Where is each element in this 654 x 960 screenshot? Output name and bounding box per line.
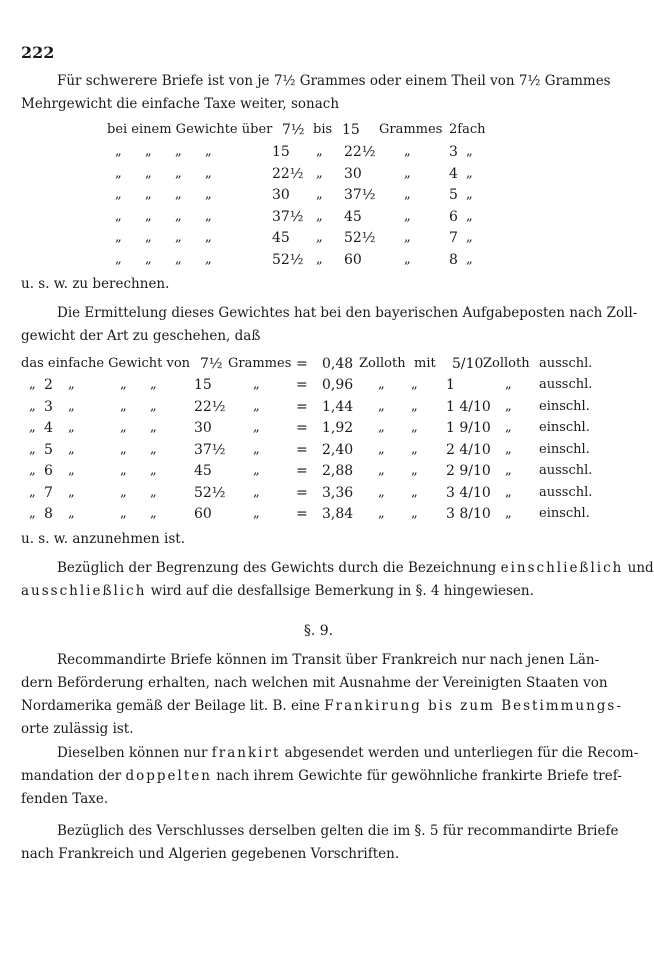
ditto-mark: „ <box>175 165 182 181</box>
intro-line-1: Für schwerere Briefe ist von je 7½ Grammes oder einem Theil von 7½ Grammes <box>57 73 611 89</box>
ditto-mark: „ <box>411 463 418 478</box>
determination-paragraph <box>21 302 638 348</box>
ditto-mark: „ <box>145 144 152 159</box>
table1-header-bis: bis <box>313 122 333 137</box>
row-multiple: 8 <box>44 506 53 522</box>
row-to-weight: 45 <box>344 208 362 225</box>
ditto-mark: „ <box>505 484 512 500</box>
ditto-mark: „ <box>205 251 212 267</box>
recommandirte-line-3 <box>21 695 623 718</box>
ditto-mark: „ <box>115 144 122 159</box>
ditto-mark: „ <box>316 187 323 202</box>
table1-footer <box>21 273 607 296</box>
table1-footer-text: u. s. w. zu berechnen. <box>21 276 170 292</box>
row-inclusion-kind: einschl. <box>539 441 590 457</box>
ditto-mark: „ <box>115 208 122 224</box>
row-mit-value: 3 8/10 <box>446 506 491 522</box>
determination-line-2: gewicht der Art zu geschehen, daß <box>21 328 261 344</box>
row-grammes: 22½ <box>194 398 226 415</box>
row-zolloth: 3,36 <box>322 484 354 501</box>
ditto-mark: „ <box>253 463 260 478</box>
frankirt-emph: frankirt <box>211 745 281 761</box>
ditto-mark: „ <box>115 230 122 245</box>
row-equals: = <box>296 377 308 393</box>
ditto-mark: „ <box>120 420 127 435</box>
table2-header-mit: mit <box>414 356 436 371</box>
ditto-mark: „ <box>205 144 212 159</box>
ditto-mark: „ <box>68 506 75 521</box>
recommandirte-emph-frankirung: Frankirung bis zum Bestimmungs- <box>324 698 623 714</box>
ditto-mark: „ <box>378 420 385 435</box>
table1-header-label: bei einem Gewichte über <box>107 122 273 137</box>
row-mit-value: 1 <box>446 377 455 393</box>
ditto-mark: „ <box>29 398 36 414</box>
row-equals: = <box>296 398 308 415</box>
limit-paragraph <box>21 557 654 603</box>
table1-header-to: 15 <box>342 122 360 138</box>
ditto-mark: „ <box>411 420 418 435</box>
ditto-mark: „ <box>253 398 260 414</box>
row-mit-value: 1 9/10 <box>446 420 491 436</box>
ditto-mark: „ <box>505 441 512 457</box>
ditto-mark: „ <box>68 377 75 392</box>
table1-header-fold: 2fach <box>449 122 486 137</box>
ditto-mark: „ <box>115 165 122 181</box>
ditto-mark: „ <box>29 441 36 457</box>
row-zolloth: 2,40 <box>322 441 354 458</box>
row-from-weight: 22½ <box>272 165 304 182</box>
table2-header-grammes: 7½ <box>200 356 223 372</box>
ditto-mark: „ <box>253 377 260 392</box>
ditto-mark: „ <box>120 398 127 414</box>
ditto-mark: „ <box>115 251 122 267</box>
row-mit-value: 1 4/10 <box>446 398 491 415</box>
frankirt-line-1-a: Dieselben können nur <box>57 745 208 761</box>
table2-footer-text: u. s. w. anzunehmen ist. <box>21 531 185 547</box>
row-from-weight: 30 <box>272 187 290 203</box>
ditto-mark: „ <box>378 484 385 500</box>
row-fold-value: 5 <box>449 187 458 203</box>
frankirt-line-2-a: mandation der <box>21 768 122 784</box>
ditto-mark: „ <box>378 441 385 457</box>
ditto-mark: „ <box>115 187 122 202</box>
table2-footer <box>21 528 607 551</box>
ditto-mark: „ <box>316 144 323 159</box>
row-multiple: 6 <box>44 463 53 479</box>
table1-header-from: 7½ <box>282 122 305 138</box>
ditto-mark: „ <box>68 463 75 478</box>
ditto-mark: „ <box>505 377 512 392</box>
weight-fold-table <box>0 122 637 272</box>
row-from-weight: 52½ <box>272 251 304 268</box>
recommandirte-line-1: Recommandirte Briefe können im Transit über Frankreich nur nach jenen Län- <box>57 652 600 668</box>
ditto-mark: „ <box>145 208 152 224</box>
limit-line-1 <box>21 557 654 580</box>
ditto-mark: „ <box>411 377 418 392</box>
row-zolloth: 2,88 <box>322 463 354 479</box>
ditto-mark: „ <box>505 420 512 435</box>
recommandirte-line-2: dern Beförderung erhalten, nach welchen mit Ausnahme der Vereinigten Staaten von <box>21 675 608 691</box>
verschluss-line-1: Bezüglich des Verschlusses derselben gelten die im §. 5 für recommandirte Briefe <box>57 823 619 839</box>
ditto-mark: „ <box>404 230 411 245</box>
row-fold-value: 8 <box>449 251 458 268</box>
intro-line-2: Mehrgewicht die einfache Taxe weiter, sonach <box>21 96 340 112</box>
ditto-mark: „ <box>316 208 323 224</box>
ditto-mark: „ <box>150 441 157 457</box>
table2-header-zoll: 0,48 <box>322 356 354 372</box>
ditto-mark: „ <box>29 484 36 500</box>
row-inclusion-kind: einschl. <box>539 398 590 414</box>
ditto-mark: „ <box>205 208 212 224</box>
row-inclusion-kind: einschl. <box>539 506 590 521</box>
ditto-mark: „ <box>68 420 75 435</box>
ditto-mark: „ <box>404 165 411 181</box>
row-inclusion-kind: ausschl. <box>539 484 593 500</box>
verschluss-paragraph <box>21 820 619 866</box>
ditto-mark: „ <box>505 463 512 478</box>
ditto-mark: „ <box>466 144 473 159</box>
limit-emph-einschliesslich: einschließlich <box>500 560 624 576</box>
row-inclusion-kind: einschl. <box>539 420 590 435</box>
ditto-mark: „ <box>68 398 75 414</box>
recommandirte-line-3-text: Nordamerika gemäß der Beilage lit. B. eine <box>21 698 320 714</box>
row-equals: = <box>296 506 308 522</box>
ditto-mark: „ <box>145 251 152 267</box>
ditto-mark: „ <box>253 506 260 521</box>
row-equals: = <box>296 420 308 436</box>
frankirt-line-2 <box>21 765 622 788</box>
row-mit-value: 2 4/10 <box>446 441 491 458</box>
limit-line-1-und: und <box>627 560 654 576</box>
ditto-mark: „ <box>378 463 385 478</box>
frankirt-line-1-c: abgesendet werden und unterliegen für die Recom- <box>284 745 639 761</box>
row-multiple: 4 <box>44 420 53 436</box>
row-fold-value: 4 <box>449 165 458 182</box>
ditto-mark: „ <box>68 441 75 457</box>
ditto-mark: „ <box>175 251 182 267</box>
row-from-weight: 15 <box>272 144 290 160</box>
ditto-mark: „ <box>411 506 418 521</box>
ditto-mark: „ <box>150 398 157 414</box>
ditto-mark: „ <box>404 144 411 159</box>
ditto-mark: „ <box>150 506 157 521</box>
row-from-weight: 37½ <box>272 208 304 225</box>
row-equals: = <box>296 484 308 501</box>
ditto-mark: „ <box>120 441 127 457</box>
ditto-mark: „ <box>175 208 182 224</box>
ditto-mark: „ <box>505 506 512 521</box>
ditto-mark: „ <box>205 187 212 202</box>
row-grammes: 30 <box>194 420 212 436</box>
frankirt-line-3: fenden Taxe. <box>21 791 109 807</box>
page-number: 222 <box>21 43 55 62</box>
ditto-mark: „ <box>253 420 260 435</box>
ditto-mark: „ <box>404 251 411 267</box>
ditto-mark: „ <box>466 165 473 181</box>
table2-header-mit-value: 5/10 <box>452 356 484 372</box>
row-from-weight: 45 <box>272 230 290 246</box>
limit-line-2-text: wird auf die desfallsige Bemerkung in §. 4 hingewiesen. <box>150 583 534 599</box>
row-fold-value: 3 <box>449 144 458 160</box>
limit-line-1-text: Bezüglich der Begrenzung des Gewichts durch die Bezeichnung <box>57 560 497 576</box>
row-equals: = <box>296 441 308 458</box>
row-inclusion-kind: ausschl. <box>539 463 593 478</box>
ditto-mark: „ <box>29 463 36 478</box>
row-to-weight: 22½ <box>344 144 376 160</box>
recommandirte-line-4: orte zulässig ist. <box>21 721 134 737</box>
ditto-mark: „ <box>150 463 157 478</box>
ditto-mark: „ <box>205 165 212 181</box>
row-grammes: 15 <box>194 377 212 393</box>
ditto-mark: „ <box>378 377 385 392</box>
ditto-mark: „ <box>120 463 127 478</box>
recommandirte-paragraph <box>21 649 623 741</box>
row-multiple: 7 <box>44 484 53 501</box>
frankirt-paragraph <box>21 742 639 811</box>
row-to-weight: 60 <box>344 251 362 268</box>
row-mit-value: 3 4/10 <box>446 484 491 501</box>
ditto-mark: „ <box>316 251 323 267</box>
limit-line-2 <box>21 580 607 603</box>
table2-header-equals: = <box>296 356 308 372</box>
ditto-mark: „ <box>145 230 152 245</box>
ditto-mark: „ <box>120 506 127 521</box>
zolloth-table <box>0 356 637 526</box>
ditto-mark: „ <box>145 187 152 202</box>
ditto-mark: „ <box>29 420 36 435</box>
table2-header-kind: ausschl. <box>539 356 593 371</box>
ditto-mark: „ <box>404 208 411 224</box>
intro-paragraph <box>21 70 611 116</box>
ditto-mark: „ <box>150 420 157 435</box>
determination-line-1: Die Ermittelung dieses Gewichtes hat bei den bayerischen Aufgabeposten nach Zoll- <box>57 305 638 321</box>
frankirt-line-2-c: nach ihrem Gewichte für gewöhnliche frankirte Briefe tref- <box>216 768 622 784</box>
doppelten-emph: doppelten <box>125 768 212 784</box>
row-to-weight: 37½ <box>344 187 376 203</box>
limit-emph-ausschliesslich: ausschließlich <box>21 583 147 599</box>
ditto-mark: „ <box>175 230 182 245</box>
ditto-mark: „ <box>175 187 182 202</box>
row-grammes: 45 <box>194 463 212 479</box>
row-inclusion-kind: ausschl. <box>539 377 593 392</box>
table1-header-unit: Grammes <box>379 122 443 137</box>
row-multiple: 5 <box>44 441 53 458</box>
ditto-mark: „ <box>253 441 260 457</box>
ditto-mark: „ <box>316 230 323 245</box>
table2-header-zolloth-1: Zolloth <box>359 356 406 371</box>
verschluss-line-2: nach Frankreich und Algerien gegebenen Vorschriften. <box>21 846 400 862</box>
row-mit-value: 2 9/10 <box>446 463 491 479</box>
ditto-mark: „ <box>316 165 323 181</box>
ditto-mark: „ <box>253 484 260 500</box>
ditto-mark: „ <box>378 506 385 521</box>
section-heading: §. 9. <box>303 623 334 639</box>
frankirt-line-1 <box>21 742 639 765</box>
ditto-mark: „ <box>411 441 418 457</box>
ditto-mark: „ <box>68 484 75 500</box>
ditto-mark: „ <box>29 506 36 521</box>
ditto-mark: „ <box>466 187 473 202</box>
table2-header-label: das einfache Gewicht von <box>21 356 191 371</box>
row-equals: = <box>296 463 308 479</box>
row-zolloth: 1,92 <box>322 420 354 436</box>
table2-header-zolloth-2: Zolloth <box>483 356 530 371</box>
row-to-weight: 30 <box>344 165 362 182</box>
ditto-mark: „ <box>120 377 127 392</box>
row-fold-value: 6 <box>449 208 458 225</box>
row-zolloth: 1,44 <box>322 398 354 415</box>
ditto-mark: „ <box>466 208 473 224</box>
ditto-mark: „ <box>150 377 157 392</box>
ditto-mark: „ <box>145 165 152 181</box>
row-grammes: 60 <box>194 506 212 522</box>
row-zolloth: 3,84 <box>322 506 354 522</box>
ditto-mark: „ <box>150 484 157 500</box>
row-fold-value: 7 <box>449 230 458 246</box>
ditto-mark: „ <box>29 377 36 392</box>
row-grammes: 52½ <box>194 484 226 501</box>
row-multiple: 3 <box>44 398 53 415</box>
row-zolloth: 0,96 <box>322 377 354 393</box>
ditto-mark: „ <box>120 484 127 500</box>
ditto-mark: „ <box>205 230 212 245</box>
ditto-mark: „ <box>466 251 473 267</box>
ditto-mark: „ <box>466 230 473 245</box>
row-to-weight: 52½ <box>344 230 376 246</box>
ditto-mark: „ <box>411 484 418 500</box>
ditto-mark: „ <box>378 398 385 414</box>
row-multiple: 2 <box>44 377 53 393</box>
ditto-mark: „ <box>175 144 182 159</box>
table2-header-unit: Grammes <box>228 356 292 371</box>
ditto-mark: „ <box>411 398 418 414</box>
row-grammes: 37½ <box>194 441 226 458</box>
ditto-mark: „ <box>404 187 411 202</box>
ditto-mark: „ <box>505 398 512 414</box>
